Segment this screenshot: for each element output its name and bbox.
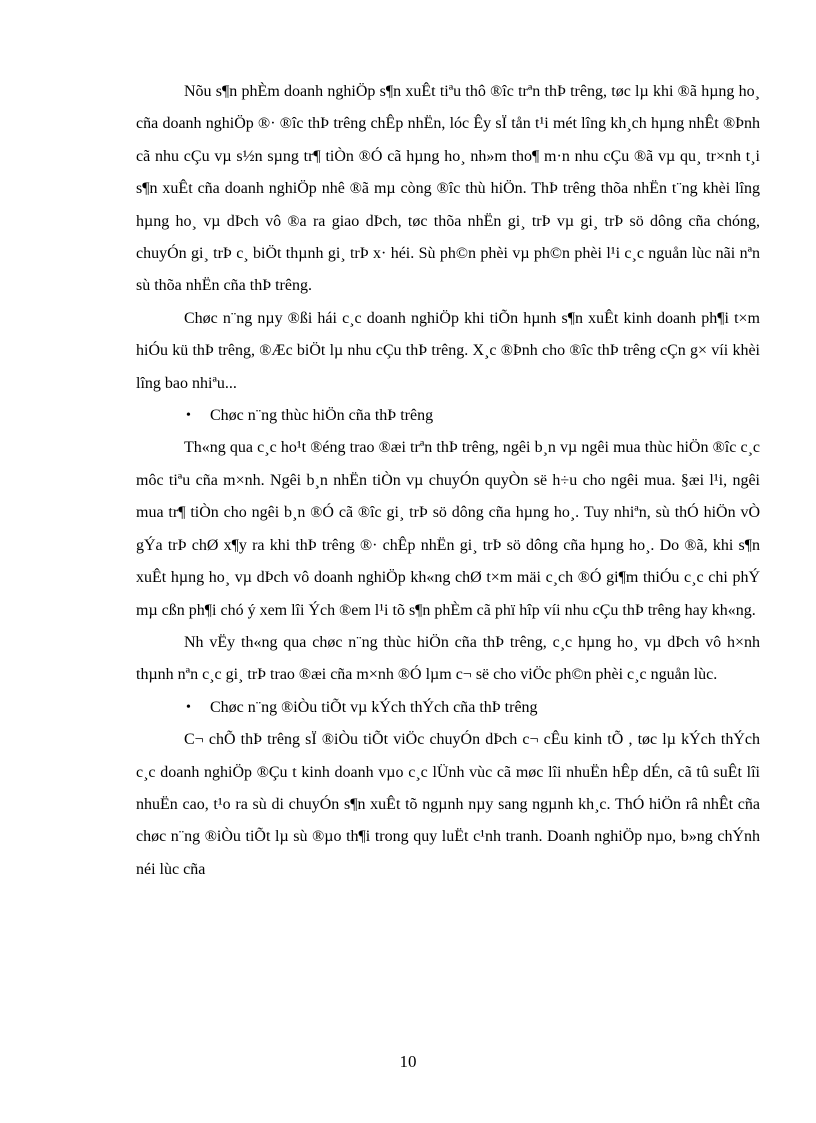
- bullet-heading-text: Chøc n¨ng ®iÒu tiÕt vµ kÝch thÝch cña thÞ trêng: [210, 698, 538, 716]
- bullet-dot-icon: •: [186, 408, 191, 424]
- bullet-dot-icon: •: [186, 699, 191, 715]
- bullet-heading-realization-function: [136, 400, 760, 432]
- bullet-heading-regulation-function: [136, 692, 760, 724]
- paragraph-market-acceptance: Nõu s¶n phÈm doanh nghiÖp s¶n xuÊt tiªu thô ®îc trªn thÞ trêng, tøc lµ khi ®ã hµng ho¸ cña doanh nghiÖp ®· ®îc thÞ trêng chÊp nhËn, lóc Êy sÏ tån t¹i mét lîng kh¸ch hµng nhÊt ®Þnh cã nhu cÇu vµ s½n sµng tr¶ tiÒn ®Ó cã hµng ho¸ nh»m tho¶ m·n nhu cÇu ®ã vµ qu¸ tr×nh t¸i s¶n xuÊt cña doanh nghiÖp nhê ®ã mµ còng ®îc thù hiÖn. ThÞ trêng thõa nhËn t¨ng khèi lîng hµng ho¸ vµ dÞch vô ®a ra giao dÞch, tøc thõa nhËn gi¸ trÞ vµ gi¸ trÞ sö dông cña chóng, chuyÓn gi¸ trÞ c¸ biÖt thµnh gi¸ trÞ x· héi. Sù ph©n phèi vµ ph©n phèi l¹i c¸c nguån lùc nãi nªn sù thõa nhËn cña thÞ trêng.: [136, 83, 760, 295]
- bullet-heading-text: Chøc n¨ng thùc hiÖn cña thÞ trêng: [210, 407, 434, 425]
- paragraph-exchange-activities: Th«ng qua c¸c ho¹t ®éng trao ®æi trªn thÞ trêng, ngêi b¸n vµ ngêi mua thùc hiÖn ®îc c¸c môc tiªu cña m×nh. Ngêi b¸n nhËn tiÒn vµ chuyÓn quyÒn së h÷u cho ngêi mua. §æi l¹i, ngêi mua tr¶ tiÒn cho ngêi b¸n ®Ó cã ®îc gi¸ trÞ sö dông cña hµng ho¸. Tuy nhiªn, sù thÓ hiÖn vÒ gÝa trÞ chØ x¶y ra khi thÞ trêng ®· chÊp nhËn gi¸ trÞ sö dông cña hµng ho¸. Do ®ã, khi s¶n xuÊt hµng ho¸ vµ dÞch vô doanh nghiÖp kh«ng chØ t×m mäi c¸ch ®Ó gi¶m thiÓu c¸c chi phÝ mµ cßn ph¶i chó ý xem lîi Ých ®em l¹i tõ s¶n phÈm cã phï hîp víi nhu cÇu thÞ trêng hay kh«ng.: [136, 439, 760, 619]
- paragraph-market-mechanism: C¬ chÕ thÞ trêng sÏ ®iÒu tiÕt viÖc chuyÓn dÞch c¬ cÊu kinh tÕ , tøc lµ kÝch thÝch c¸c doanh nghiÖp ®Çu t kinh doanh vµo c¸c lÜnh vùc cã møc lîi nhuËn hÊp dÉn, cã tû suÊt lîi nhuËn cao, t¹o ra sù di chuyÓn s¶n xuÊt tõ ngµnh nµy sang ngµnh kh¸c. ThÓ hiÖn râ nhÊt cña chøc n¨ng ®iÒu tiÕt lµ sù ®µo th¶i trong quy luËt c¹nh tranh. Doanh nghiÖp nµo, b»ng chÝnh néi lùc cña: [136, 731, 760, 878]
- paragraph-exchange-value: Nh vËy th«ng qua chøc n¨ng thùc hiÖn cña thÞ trêng, c¸c hµng ho¸ vµ dÞch vô h×nh thµnh nªn c¸c gi¸ trÞ trao ®æi cña m×nh ®Ó lµm c¬ së cho viÖc ph©n phèi c¸c nguån lùc.: [136, 633, 760, 684]
- document-body: [136, 76, 760, 886]
- page-number: 10: [399, 1052, 417, 1071]
- paragraph-function-requirement: Chøc n¨ng nµy ®ßi hái c¸c doanh nghiÖp khi tiÕn hµnh s¶n xuÊt kinh doanh ph¶i t×m hiÓu kü thÞ trêng, ®Æc biÖt lµ nhu cÇu thÞ trêng. X¸c ®Þnh cho ®îc thÞ trêng cÇn g× víi khèi lîng bao nhiªu...: [136, 309, 760, 392]
